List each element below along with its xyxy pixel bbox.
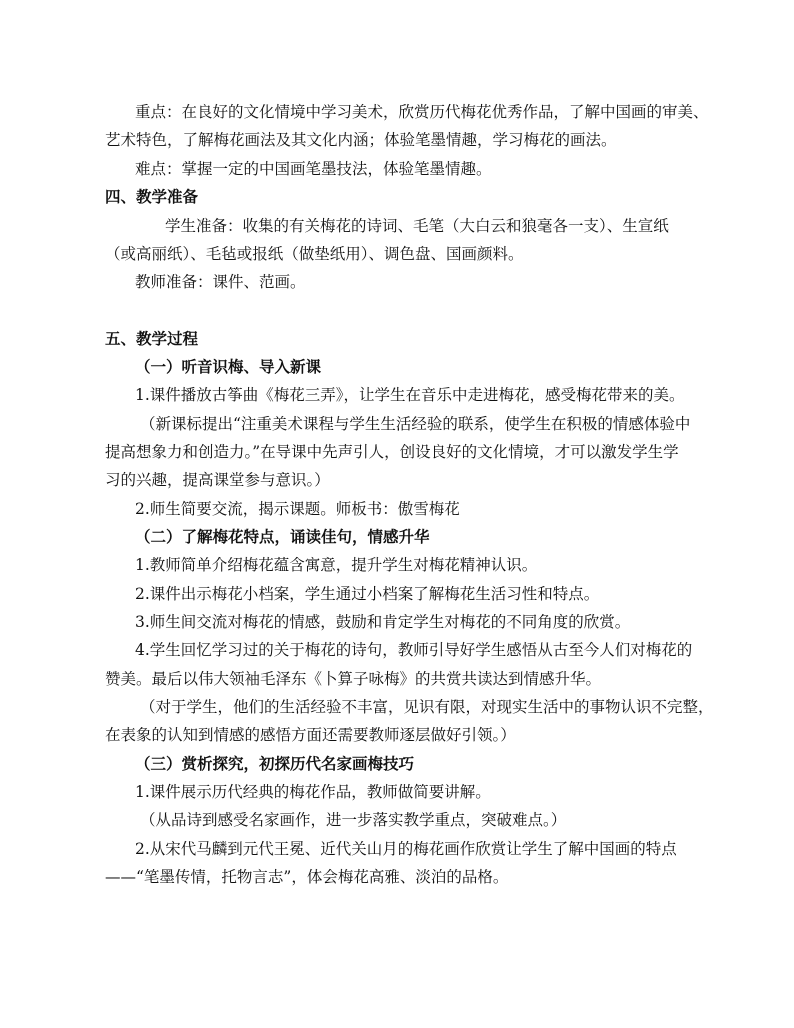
- paragraph-line: 2.从宋代马麟到元代王冕、近代关山月的梅花画作欣赏让学生了解中国画的特点: [135, 840, 677, 858]
- paragraph-line: 3.师生间交流对梅花的情感，鼓励和肯定学生对梅花的不同角度的欣赏。: [135, 613, 631, 631]
- paragraph-line: （从品诗到感受名家画作，进一步落实教学重点，突破难点。）: [140, 811, 567, 829]
- subheading-part-3: （三）赏析探究，初探历代名家画梅技巧: [135, 754, 415, 773]
- difficulty-line: 难点：掌握一定的中国画笔墨技法，体验笔墨情趣。: [135, 160, 492, 178]
- teacher-prep-line: 教师准备：课件、范画。: [135, 273, 306, 291]
- paragraph-line: ——“笔墨传情，托物言志”，体会梅花高雅、淡泊的品格。: [105, 868, 509, 886]
- paragraph-line: 1.课件播放古筝曲《梅花三弄》，让学生在音乐中走进梅花，感受梅花带来的美。: [135, 386, 685, 404]
- paragraph-line: 2.课件出示梅花小档案，学生通过小档案了解梅花生活习性和特点。: [135, 585, 600, 603]
- paragraph-line: 在表象的认知到情感的感悟方面还需要教师逐层做好引领。）: [105, 726, 516, 744]
- paragraph-line: 赞美。最后以伟大领袖毛泽东《卜算子咏梅》的共赏共读达到情感升华。: [105, 670, 602, 688]
- section-heading-preparation: 四、教学准备: [105, 187, 199, 206]
- paragraph-line: 1.课件展示历代经典的梅花作品，教师做简要讲解。: [135, 783, 491, 801]
- section-heading-process: 五、教学过程: [105, 329, 199, 348]
- paragraph-line: （对于学生，他们的生活经验不丰富，见识有限，对现实生活中的事物认识不完整，: [140, 698, 714, 716]
- paragraph-line: 提高想象力和创造力。”在导课中先声引人，创设良好的文化情境，才可以激发学生学: [105, 443, 679, 461]
- paragraph-line: 2.师生简要交流，揭示课题。师板书：傲雪梅花: [135, 500, 460, 518]
- key-points-line-1: 重点：在良好的文化情境中学习美术，欣赏历代梅花优秀作品，了解中国画的审美、: [135, 103, 709, 121]
- student-prep-line-1: 学生准备：收集的有关梅花的诗词、毛笔（大白云和狼毫各一支）、生宣纸: [165, 217, 669, 235]
- paragraph-line: 1.教师简单介绍梅花蕴含寓意，提升学生对梅花精神认识。: [135, 556, 538, 574]
- paragraph-line: 习的兴趣，提高课堂参与意识。）: [105, 471, 330, 489]
- key-points-line-2: 艺术特色，了解梅花画法及其文化内涵；体验笔墨情趣，学习梅花的画法。: [105, 131, 617, 149]
- paragraph-line: （新课标提出“注重美术课程与学生生活经验的联系，使学生在积极的情感体验中: [140, 415, 691, 433]
- subheading-part-2: （二）了解梅花特点，诵读佳句，情感升华: [135, 527, 430, 546]
- subheading-part-1: （一）听音识梅、导入新课: [135, 357, 322, 376]
- paragraph-line: 4.学生回忆学习过的关于梅花的诗句，教师引导好学生感悟从古至今人们对梅花的: [135, 641, 693, 659]
- student-prep-line-2: （或高丽纸）、毛毡或报纸（做垫纸用）、调色盘、国画颜料。: [105, 245, 524, 263]
